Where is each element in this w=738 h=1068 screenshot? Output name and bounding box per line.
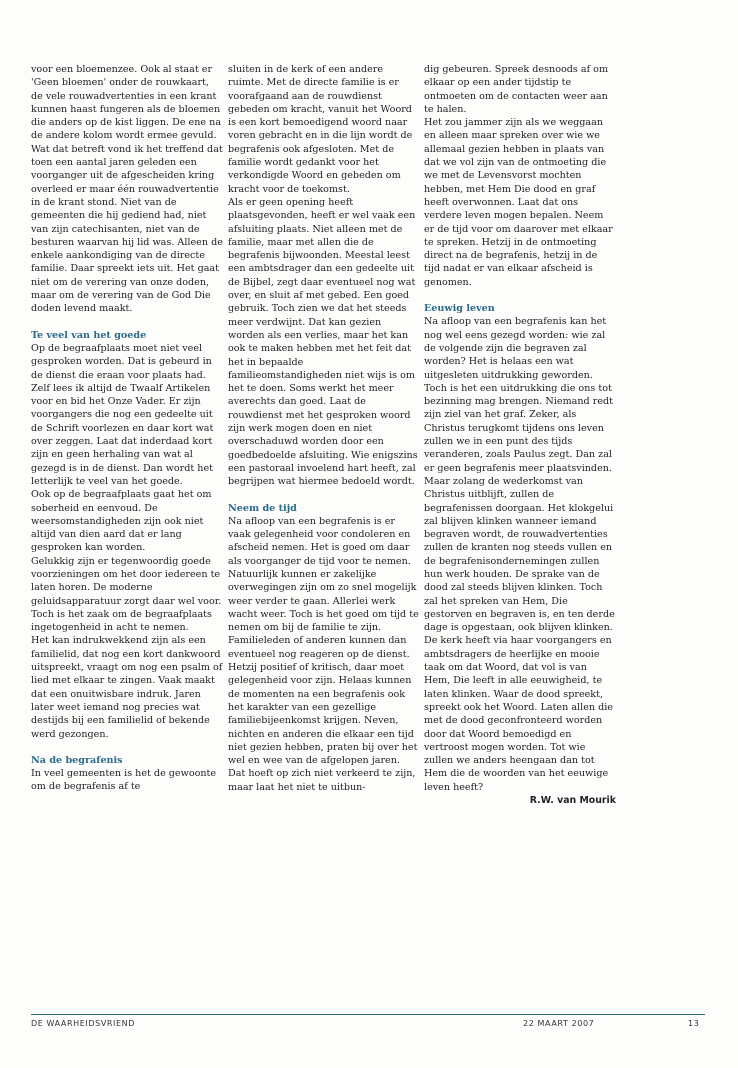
paragraph: voor een bloemenzee. Ook al staat er 'Geen bloemen' onder de rouwkaart, de vele rouwadvertenties in een krant kunnen haast fungeren als de bloemen die anders op de kist liggen. De ene na de andere kolom wordt ermee gevuld. Wat dat betreft vond ik het treffend dat toen een aantal jaren geleden een voorganger uit de afgescheiden kring overleed er maar één rouwadvertentie in de krant stond. Niet van de gemeenten die hij gediend had, niet van zijn catechisanten, niet van de besturen waarvan hij lid was. Alleen de enkele aankondiging van de directe familie. Daar spreekt iets uit. Het gaat niet om de verering van onze doden, maar om de verering van de God Die doden levend maakt. bbox=[31, 64, 223, 315]
paragraph: Op de begraafplaats moet niet veel gesproken worden. Dat is gebeurd in de dienst die eraan voor plaats had. Zelf lees ik altijd de Twaalf Artikelen voor en bid het Onze Vader. Er zijn voorgangers die nog een gedeelte uit de Schrift voorlezen en daar kort wat over zeggen. Laat dat inderdaad kort zijn en geen herhaling van wat al gezegd is in de dienst. Dan wordt het letterlijk te veel van het goede. bbox=[31, 342, 214, 487]
footer-divider bbox=[31, 1014, 705, 1015]
section-heading: Na de begrafenis bbox=[31, 754, 123, 766]
publication-name: DE WAARHEIDSVRIEND bbox=[31, 1019, 136, 1028]
section-heading: Neem de tijd bbox=[228, 502, 297, 514]
paragraph: Het kan indrukwekkend zijn als een familielid, dat nog een kort dankwoord uitspreekt, vraagt om nog een psalm of lied met elkaar te zingen. Vaak maakt dat een onuitwisbare indruk. Jaren later weet iemand nog precies wat destijds bij een familielid of bekende werd gezongen. bbox=[31, 635, 223, 740]
paragraph: Gelukkig zijn er tegenwoordig goede voorzieningen om het door iedereen te laten horen. De moderne geluidsapparatuur zorgt daar wel voor. Toch is het zaak om de begraafplaats ingetogenheid in acht te nemen. bbox=[31, 555, 222, 634]
text-column-3 bbox=[424, 63, 616, 807]
paragraph: Het zou jammer zijn als we weggaan en alleen maar spreken over wie we allemaal gezien hebben in plaats van dat we vol zijn van de ontmoeting die we met de Levensvorst mochten hebben, met Hem Die dood en graf heeft overwonnen. Laat dat ons verdere leven mogen bepalen. Neem er de tijd voor om daarover met elkaar te spreken. Hetzij in de ontmoeting direct na de begrafenis, hetzij in de tijd nadat er van elkaar afscheid is genomen. bbox=[424, 117, 613, 288]
paragraph: Familieleden of anderen kunnen dan eventueel nog reageren op de dienst. Hetzij positief of kritisch, daar moet gelegenheid voor zijn. Helaas kunnen de momenten na een begrafenis ook het karakter van een gezellige familiebijeenkomst krijgen. Neven, nichten en anderen die elkaar een tijd niet gezien hebben, praten bij over het wel en wee van de afgelopen jaren. Dat hoeft op zich niet verkeerd te zijn, maar laat het niet te uitbun- bbox=[228, 635, 418, 793]
section-heading: Eeuwig leven bbox=[424, 303, 495, 315]
paragraph: Ook op de begraafplaats gaat het om soberheid en eenvoud. De weersomstandigheden zijn ook niet altijd van dien aard dat er lang gesproken kan worden. bbox=[31, 489, 212, 554]
issue-date: 22 MAART 2007 bbox=[523, 1019, 595, 1028]
text-column-2 bbox=[228, 63, 420, 794]
page-number: 13 bbox=[688, 1019, 700, 1028]
author-signature: R.W. van Mourik bbox=[529, 795, 616, 807]
paragraph: In veel gemeenten is het de gewoonte om de begrafenis af te bbox=[31, 768, 217, 793]
text-column-1 bbox=[31, 63, 223, 794]
paragraph: dig gebeuren. Spreek desnoods af om elkaar op een ander tijdstip te ontmoeten om de contacten weer aan te halen. bbox=[424, 64, 609, 115]
paragraph: Na afloop van een begrafenis is er vaak gelegenheid voor condoleren en afscheid nemen. Het is goed om daar als voorganger de tijd voor te nemen. Natuurlijk kunnen er zakelijke overwegingen zijn om zo snel mogelijk weer verder te gaan. Allerlei werk wacht weer. Toch is het goed om tijd te nemen om bij de familie te zijn. bbox=[228, 515, 419, 634]
section-heading: Te veel van het goede bbox=[31, 329, 147, 341]
paragraph: Na afloop van een begrafenis kan het nog wel eens gezegd worden: wie zal de volgende zijn die begraven zal worden? Het is helaas een wat uitgesleten uitdrukking geworden. Toch is het een uitdrukking die ons tot bezinning mag brengen. Niemand redt zijn ziel van het graf. Zeker, als Christus terugkomt tijdens ons leven zullen we in een punt des tijds veranderen, zoals Paulus zegt. Dan zal er geen begrafenis meer plaatsvinden. Maar zolang de wederkomst van Christus uitblijft, zullen de begrafenissen doorgaan. Het klokgelui zal blijven klinken wanneer iemand begraven wordt, de rouwadvertenties zullen de kranten nog steeds vullen en de begrafenisondernemingen zullen hun werk houden. De sprake van de dood zal steeds blijven klinken. Toch zal het spreken van Hem, Die gestorven en begraven is, en ten derde dage is opgestaan, ook blijven klinken. De kerk heeft via haar voorgangers en ambtsdragers de heerlijke en mooie taak om dat Woord, dat vol is van Hem, Die leeft in alle eeuwigheid, te laten klinken. Waar de dood spreekt, spreekt ook het Woord. Laten allen die met de dood geconfronteerd worden door dat Woord bemoedigd en vertroost mogen worden. Tot wie zullen we anders heengaan dan tot Hem die de woorden van het eeuwige leven heeft? bbox=[424, 316, 615, 793]
paragraph: Als er geen opening heeft plaatsgevonden, heeft er wel vaak een afsluiting plaats. Niet alleen met de familie, maar met allen die de begrafenis bijwoonden. Meestal leest een ambtsdrager dan een gedeelte uit de Bijbel, zegt daar eventueel nog wat over, en sluit af met gebed. Een goed gebruik. Toch zien we dat het steeds meer verdwijnt. Dat kan gezien worden als een verlies, maar het kan ook te maken hebben met het feit dat het in bepaalde familieomstandigheden niet wijs is om het te doen. Soms werkt het meer averechts dan goed. Laat de rouwdienst met het gesproken woord zijn werk mogen doen en niet overschaduwd worden door een goedbedoelde afsluiting. Wie enigszins een pastoraal invoelend hart heeft, zal begrijpen wat hiermee bedoeld wordt. bbox=[228, 196, 418, 488]
paragraph: sluiten in de kerk of een andere ruimte. Met de directe familie is er voorafgaand aan de rouwdienst gebeden om kracht, vanuit het Woord is een kort bemoedigend woord naar voren gebracht en in die lijn wordt de begrafenis ook afgesloten. Met de familie wordt gedankt voor het verkondigde Woord en gebeden om kracht voor de toekomst. bbox=[228, 64, 413, 195]
